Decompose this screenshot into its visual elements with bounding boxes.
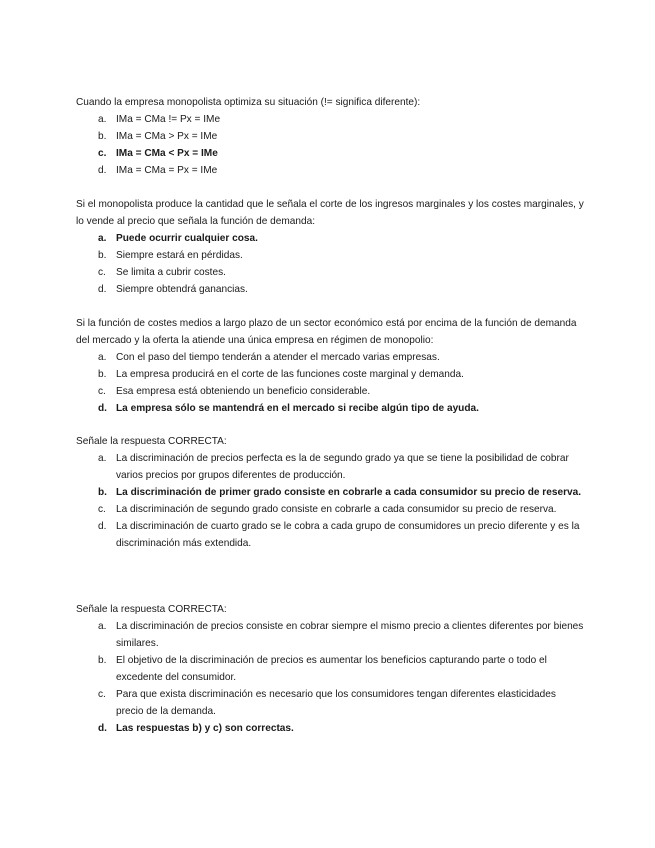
option-text: Con el paso del tiempo tenderán a atender el mercado varias empresas. (116, 352, 440, 363)
question-4 (76, 433, 586, 552)
option-text: IMa = CMa != Px = IMe (116, 114, 221, 125)
option-text: La discriminación de precios consiste en cobrar siempre el mismo precio a clientes diferentes por bienes similares. (116, 621, 584, 649)
option-letter: d. (98, 723, 107, 734)
option-letter: b. (98, 369, 107, 380)
option-item (76, 281, 586, 298)
option-letter: d. (98, 165, 107, 176)
option-letter: a. (98, 453, 107, 464)
question-2 (76, 196, 586, 298)
option-letter: b. (98, 487, 107, 498)
option-item-correct (76, 145, 586, 162)
option-text: IMa = CMa > Px = IMe (116, 131, 218, 142)
question-1 (76, 94, 586, 179)
option-letter: c. (98, 267, 106, 278)
option-letter: d. (98, 521, 107, 532)
option-item-correct (76, 230, 586, 247)
option-text: Siempre obtendrá ganancias. (116, 284, 248, 295)
option-text: IMa = CMa = Px = IMe (116, 165, 218, 176)
option-letter: c. (98, 689, 106, 700)
option-item (76, 264, 586, 281)
option-item-correct (76, 720, 586, 737)
option-list (76, 349, 586, 417)
option-text: IMa = CMa < Px = IMe (116, 148, 218, 159)
option-text: Siempre estará en pérdidas. (116, 250, 243, 261)
option-item (76, 686, 586, 720)
option-text: Las respuestas b) y c) son correctas. (116, 723, 294, 734)
option-text: La empresa sólo se mantendrá en el mercado si recibe algún tipo de ayuda. (116, 403, 479, 414)
option-letter: d. (98, 403, 107, 414)
question-text: Señale la respuesta CORRECTA: (76, 604, 227, 615)
option-text: Para que exista discriminación es necesario que los consumidores tengan diferentes elasticidades precio de la demanda. (116, 689, 556, 717)
option-text: La discriminación de cuarto grado se le cobra a cada grupo de consumidores un precio diferente y es la discriminación más extendida. (116, 521, 580, 549)
option-item (76, 162, 586, 179)
option-letter: b. (98, 250, 107, 261)
option-letter: b. (98, 131, 107, 142)
option-item (76, 383, 586, 400)
option-letter: a. (98, 114, 107, 125)
option-list (76, 230, 586, 298)
question-5 (76, 601, 586, 737)
question-text: Señale la respuesta CORRECTA: (76, 436, 227, 447)
option-list (76, 450, 586, 552)
option-item (76, 450, 586, 484)
option-item (76, 349, 586, 366)
option-text: Puede ocurrir cualquier cosa. (116, 233, 258, 244)
option-text: Esa empresa está obteniendo un beneficio considerable. (116, 386, 371, 397)
option-item-correct (76, 400, 586, 417)
option-letter: b. (98, 655, 107, 666)
option-letter: a. (98, 233, 107, 244)
option-text: La empresa producirá en el corte de las funciones coste marginal y demanda. (116, 369, 464, 380)
question-text: Si el monopolista produce la cantidad que le señala el corte de los ingresos marginales y los costes marginales, y lo vende al precio que señala la función de demanda: (76, 199, 584, 227)
option-item (76, 111, 586, 128)
option-item (76, 652, 586, 686)
question-3 (76, 315, 586, 417)
option-letter: c. (98, 386, 106, 397)
option-list (76, 111, 586, 179)
question-text: Cuando la empresa monopolista optimiza su situación (!= significa diferente): (76, 97, 421, 108)
option-letter: c. (98, 504, 106, 515)
option-item (76, 247, 586, 264)
option-text: El objetivo de la discriminación de precios es aumentar los beneficios capturando parte o todo el excedente del consumidor. (116, 655, 547, 683)
option-item (76, 366, 586, 383)
option-text: Se limita a cubrir costes. (116, 267, 226, 278)
option-item (76, 518, 586, 552)
option-text: La discriminación de precios perfecta es la de segundo grado ya que se tiene la posibilidad de cobrar varios precios por grupos diferentes de producción. (116, 453, 569, 481)
option-item (76, 501, 586, 518)
question-text: Si la función de costes medios a largo plazo de un sector económico está por encima de la función de demanda del mercado y la oferta la atiende una única empresa en régimen de monopolio: (76, 318, 577, 346)
option-item (76, 618, 586, 652)
option-text: La discriminación de primer grado consiste en cobrarle a cada consumidor su precio de reserva. (116, 487, 582, 498)
option-item-correct (76, 484, 586, 501)
option-letter: d. (98, 284, 107, 295)
option-item (76, 128, 586, 145)
option-letter: a. (98, 352, 107, 363)
option-text: La discriminación de segundo grado consiste en cobrarle a cada consumidor su precio de reserva. (116, 504, 557, 515)
option-letter: a. (98, 621, 107, 632)
option-letter: c. (98, 148, 107, 159)
option-list (76, 618, 586, 737)
